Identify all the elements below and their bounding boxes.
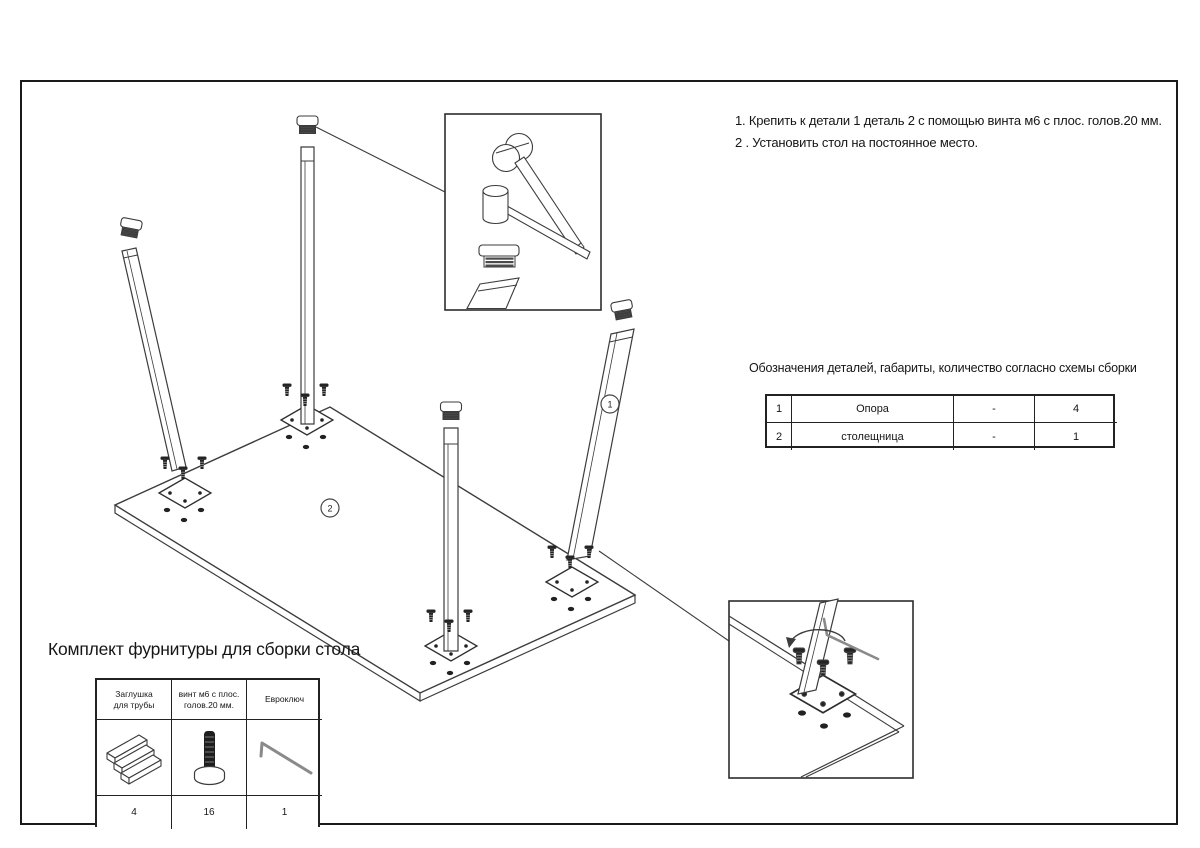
instruction-line-1: 1. Крепить к детали 1 деталь 2 с помощью винта м6 с плос. голов.20 мм. — [735, 113, 1162, 128]
tube-cap-icon — [297, 116, 318, 134]
kit-qty-cap: 4 — [97, 796, 172, 829]
kit-header-key: Евроключ — [247, 680, 322, 720]
leg-front-left — [119, 217, 186, 471]
kit-header-cap: Заглушка для трубы — [97, 680, 172, 720]
assembly-instructions — [735, 110, 1180, 154]
tube-cap-icon — [119, 217, 143, 238]
tube-cap-icon — [479, 245, 519, 267]
part-size: - — [954, 423, 1035, 450]
part-name: столещница — [792, 423, 954, 450]
detail-callout-bottom — [729, 599, 913, 778]
kit-header-screw: винт м6 с плос. голов.20 мм. — [172, 680, 247, 720]
part-name: Опора — [792, 396, 954, 423]
hex-key-icon — [247, 720, 322, 796]
detail-callout-top — [445, 114, 601, 310]
part-num: 1 — [767, 396, 792, 423]
part-label-1 — [601, 395, 619, 413]
parts-table — [765, 394, 1115, 448]
part-label-2 — [321, 499, 339, 517]
kit-qty-screw: 16 — [172, 796, 247, 829]
tube-cap-icon — [610, 299, 634, 320]
tube-cap-icon — [97, 720, 172, 796]
instruction-line-2: 2 . Установить стол на постоянное место. — [735, 135, 978, 150]
kit-title: Комплект фурнитуры для сборки стола — [48, 639, 361, 659]
part-qty: 1 — [1072, 430, 1080, 443]
leg-back-left — [297, 116, 318, 424]
part-qty: 4 — [1035, 396, 1117, 423]
kit-table — [95, 678, 320, 827]
parts-table-title: Обозначения деталей, габариты, количество согласно схемы сборки — [749, 361, 1137, 375]
leg-front-center — [441, 402, 462, 651]
part-num: 2 — [767, 423, 792, 450]
svg-text:1: 1 — [607, 399, 613, 410]
part-size: - — [954, 396, 1035, 423]
leg-right — [567, 299, 634, 560]
kit-qty-key: 1 — [281, 807, 288, 818]
tube-cap-icon — [441, 402, 462, 420]
screw-icon — [172, 720, 247, 796]
svg-text:2: 2 — [327, 503, 333, 514]
